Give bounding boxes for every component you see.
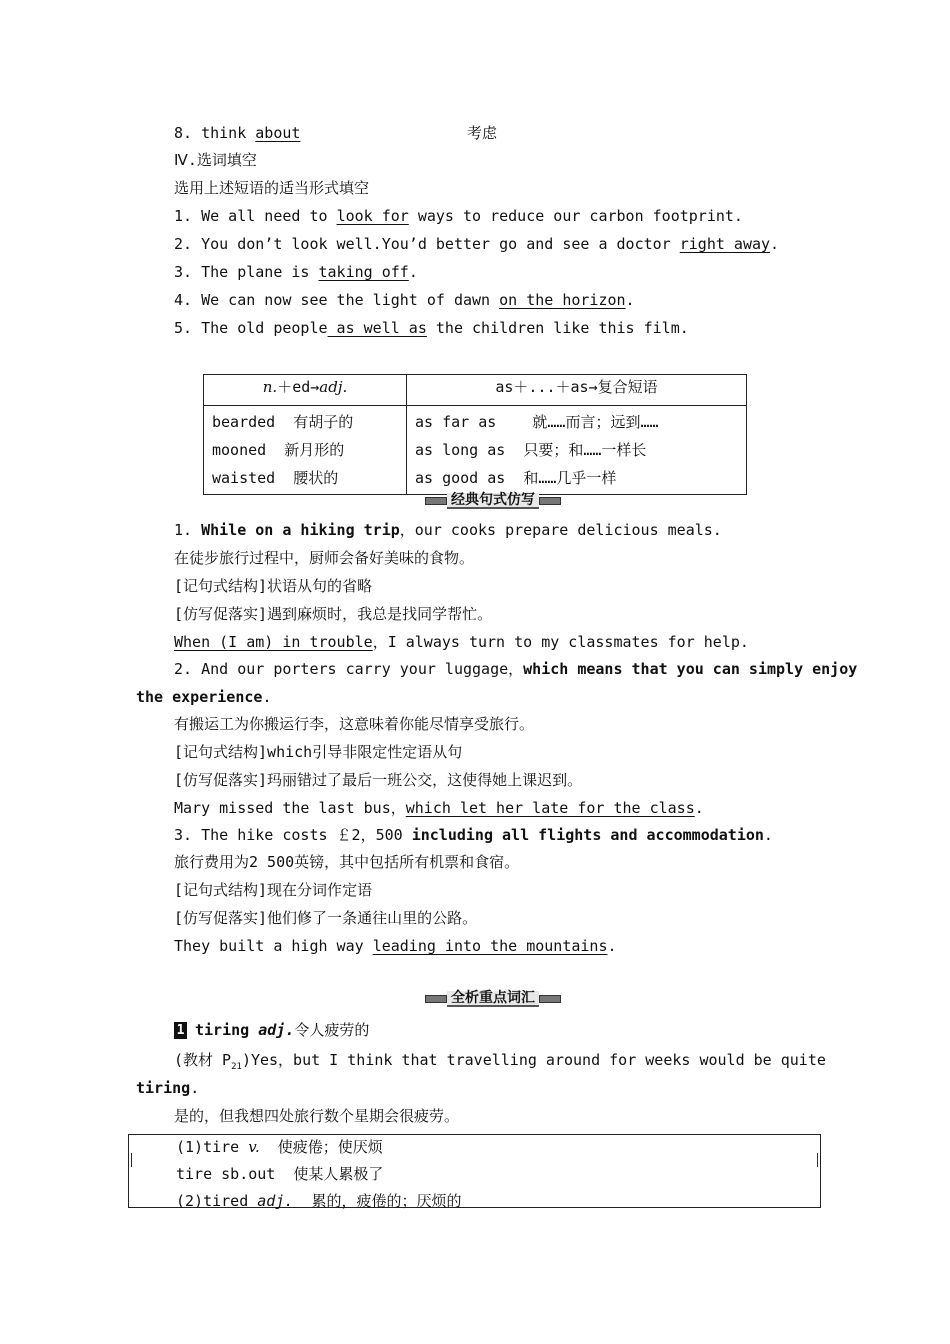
sentence-2-cn: 有搬运工为你搬运行李，这意味着你能尽情享受旅行。	[174, 715, 535, 733]
sentence-2: 2. And our porters carry your luggage，which means that you can simply enjoy	[174, 660, 858, 678]
vocab-heading: 1 tiring adj.令人疲劳的	[174, 1020, 369, 1040]
table-col-left	[204, 406, 407, 495]
answer-blank: on the horizon	[499, 291, 626, 309]
sentence-2-structure: [记句式结构]which引导非限定性定语从句	[174, 743, 463, 761]
vocab-number-badge: 1	[174, 1022, 187, 1039]
sentence-3-cn: 旅行费用为2 500英镑，其中包括所有机票和食宿。	[174, 853, 520, 871]
list-item: bearded 有胡子的	[212, 413, 354, 431]
item-8	[174, 123, 300, 143]
sentence-3: 3. The hike costs ￡2，500 including all flights and accommodation.	[174, 826, 773, 844]
fill-item-2: 2. You don’t look well.You’d better go and see a doctor right away.	[174, 235, 780, 253]
list-item: waisted 腰状的	[212, 469, 339, 487]
phrase-text: think	[201, 124, 247, 142]
phrase-blank: about	[255, 124, 301, 142]
list-item: as far as 就……而言；远到……	[415, 413, 659, 431]
sentence-3-practice: [仿写促落实]他们修了一条通往山里的公路。	[174, 909, 478, 927]
fill-item-4: 4. We can now see the light of dawn on the horizon.	[174, 291, 635, 309]
answer-blank: taking off	[318, 263, 409, 281]
list-item: as long as 只要；和……一样长	[415, 441, 647, 459]
table-header-right: as＋...＋as→复合短语	[407, 375, 747, 406]
table-col-right	[407, 406, 747, 495]
sentence-2-cont: the experience.	[136, 688, 272, 706]
sentence-1-structure: [记句式结构]状语从句的省略	[174, 577, 373, 595]
vocab-example-cont: tiring.	[136, 1079, 200, 1097]
vocab-example-cn: 是的，但我想四处旅行数个星期会很疲劳。	[174, 1107, 460, 1125]
sentence-2-practice: [仿写促落实]玛丽错过了最后一班公交，这使得她上课迟到。	[174, 771, 583, 789]
answer-blank: right away	[679, 235, 771, 253]
section-4-instruction: 选用上述短语的适当形式填空	[174, 179, 370, 197]
list-item: (1)tire v. 使疲倦；使厌烦	[176, 1138, 383, 1156]
vocab-example: (教材 $P_{21})Yes$，but I think that travelling around for weeks would be quite	[174, 1051, 826, 1072]
sentence-3-answer: They built a high way leading into the mountains.	[174, 937, 617, 955]
phrase-table	[203, 374, 747, 495]
section-4-title: Ⅳ.选词填空	[174, 151, 257, 169]
answer-blank: look for	[336, 207, 409, 225]
item-number: 8.	[174, 124, 193, 142]
sentence-1-practice: [仿写促落实]遇到麻烦时，我总是找同学帮忙。	[174, 605, 493, 623]
list-item: mooned 新月形的	[212, 441, 345, 459]
answer-blank: as well as	[327, 319, 427, 337]
item-8-meaning: 考虑	[467, 124, 498, 142]
fill-item-1: 1. We all need to look for ways to reduce our carbon footprint.	[174, 207, 743, 225]
sentence-1: 1. While on a hiking trip，our cooks prepare delicious meals.	[174, 521, 722, 539]
table-header-left: n.＋ed→adj.	[204, 375, 407, 406]
section-banner-sentences: 经典句式仿写	[425, 494, 561, 508]
list-item: as good as 和……几乎一样	[415, 469, 617, 487]
sentence-1-answer: When (I am) in trouble，I always turn to my classmates for help.	[174, 633, 749, 651]
sentence-3-structure: [记句式结构]现在分词作定语	[174, 881, 373, 899]
list-item: tire sb.out 使某人累极了	[176, 1165, 384, 1183]
fill-item-5: 5. The old people as well as the children like this film.	[174, 319, 689, 337]
sentence-1-cn: 在徒步旅行过程中，厨师会备好美味的食物。	[174, 549, 475, 567]
sentence-2-answer: Mary missed the last bus，which let her late for the class.	[174, 799, 704, 817]
list-item: (2)tired adj. 累的，疲倦的；厌烦的	[176, 1192, 462, 1210]
vocab-derivatives-box	[128, 1134, 821, 1208]
section-banner-vocab: 全析重点词汇	[425, 992, 561, 1006]
fill-item-3: 3. The plane is taking off.	[174, 263, 418, 281]
